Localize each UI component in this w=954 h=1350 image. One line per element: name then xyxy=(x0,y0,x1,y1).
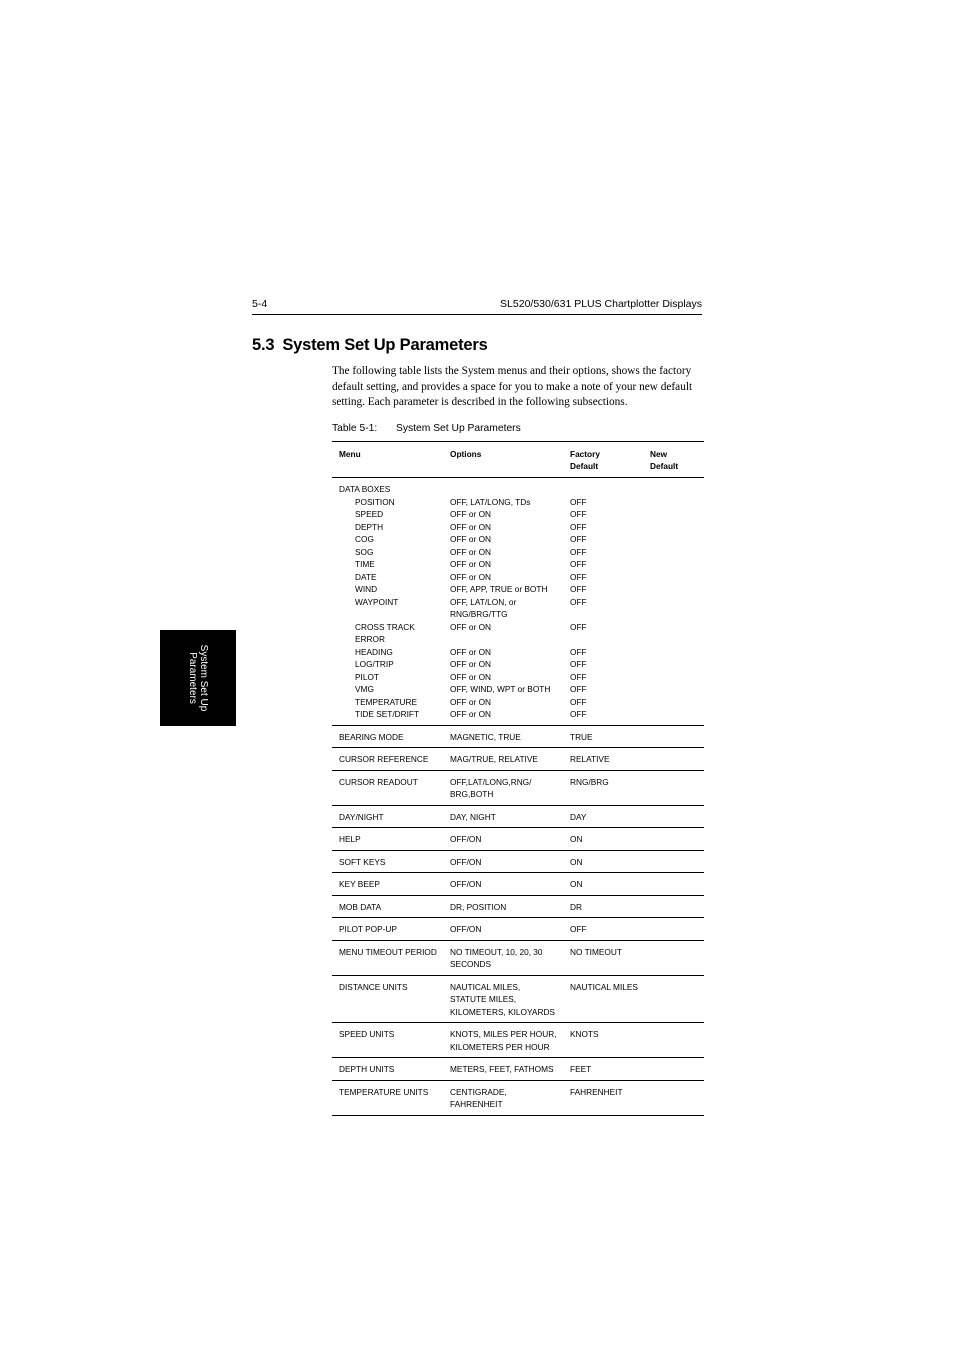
document-title: SL520/530/631 PLUS Chartplotter Displays xyxy=(500,298,702,310)
table-row xyxy=(332,918,704,941)
menu-cell: PILOT xyxy=(355,671,379,682)
table-row xyxy=(332,683,704,696)
table-row xyxy=(332,940,704,975)
section-title: System Set Up Parameters xyxy=(282,336,488,354)
table-row xyxy=(332,1058,704,1081)
factory-default-cell: OFF xyxy=(570,534,587,544)
factory-default-cell: FAHRENHEIT xyxy=(563,1080,643,1115)
table-row xyxy=(332,521,704,534)
menu-cell: KEY BEEP xyxy=(332,873,443,896)
factory-default-cell: OFF xyxy=(570,696,587,707)
factory-default-cell: OFF xyxy=(570,671,587,682)
options-cell: MAG/TRUE, RELATIVE xyxy=(443,748,563,771)
options-cell: OFF, LAT/LONG, TDs xyxy=(450,496,531,507)
table-row xyxy=(332,895,704,918)
table-row xyxy=(332,850,704,873)
menu-cell: HEADING xyxy=(355,646,393,657)
section-number: 5.3 xyxy=(252,336,275,354)
factory-default-cell: OFF xyxy=(563,708,643,725)
menu-cell: LOG/TRIP xyxy=(355,659,394,669)
table-row xyxy=(332,621,704,646)
new-default-cell[interactable] xyxy=(643,671,704,684)
factory-default-cell: ON xyxy=(563,873,643,896)
side-tab-line2: Parameters xyxy=(187,652,198,704)
menu-cell: TIME xyxy=(355,559,375,569)
table-row xyxy=(332,1080,704,1115)
header-factory-default: Factory Default xyxy=(563,442,643,478)
options-cell: KNOTS, MILES PER HOUR, KILOMETERS PER HOUR xyxy=(443,1023,563,1058)
menu-cell: SOFT KEYS xyxy=(332,850,443,873)
new-default-cell[interactable] xyxy=(643,940,704,975)
options-cell: OFF/ON xyxy=(443,850,563,873)
table-row xyxy=(332,496,704,509)
options-cell: NAUTICAL MILES, STATUTE MILES, KILOMETERS, KILOYARDS xyxy=(443,975,563,1023)
options-cell: NO TIMEOUT, 10, 20, 30 SECONDS xyxy=(443,940,563,975)
new-default-cell[interactable] xyxy=(643,683,704,696)
factory-default-cell: RNG/BRG xyxy=(563,770,643,805)
side-tab-line1: System Set Up xyxy=(198,644,209,712)
system-setup-table xyxy=(332,441,704,1116)
factory-default-cell: OFF xyxy=(570,584,587,594)
factory-default-cell: OFF xyxy=(570,571,587,582)
options-cell: CENTIGRADE, FAHRENHEIT xyxy=(443,1080,563,1115)
options-cell: DR, POSITION xyxy=(443,895,563,918)
options-cell: OFF,LAT/LONG,RNG/ BRG,BOTH xyxy=(443,770,563,805)
options-cell: OFF or ON xyxy=(450,534,492,544)
factory-default-cell: FEET xyxy=(563,1058,643,1081)
menu-cell: TEMPERATURE xyxy=(355,696,418,707)
table-body xyxy=(332,478,704,1116)
menu-cell: CURSOR REFERENCE xyxy=(332,748,443,771)
new-default-cell[interactable] xyxy=(643,895,704,918)
menu-cell: HELP xyxy=(332,828,443,851)
table-row xyxy=(332,508,704,521)
page-number: 5-4 xyxy=(252,298,268,310)
new-default-cell[interactable] xyxy=(643,805,704,828)
new-default-cell[interactable] xyxy=(643,873,704,896)
table-row xyxy=(332,805,704,828)
factory-default-cell: OFF xyxy=(570,521,587,532)
factory-default-cell: OFF xyxy=(570,559,587,569)
menu-cell: MENU TIMEOUT PERIOD xyxy=(332,940,443,975)
new-default-cell[interactable] xyxy=(643,583,704,596)
new-default-cell[interactable] xyxy=(643,1058,704,1081)
factory-default-cell: OFF xyxy=(570,546,587,557)
table-row xyxy=(332,596,704,621)
table-row xyxy=(332,828,704,851)
table-row xyxy=(332,533,704,546)
menu-cell: TIDE SET/DRIFT xyxy=(332,708,443,725)
side-thumb-tab xyxy=(160,630,236,726)
new-default-cell[interactable] xyxy=(643,658,704,671)
table-caption xyxy=(332,423,521,434)
table-row xyxy=(332,708,704,725)
new-default-cell[interactable] xyxy=(643,496,704,509)
new-default-cell[interactable] xyxy=(643,508,704,521)
menu-cell: PILOT POP-UP xyxy=(332,918,443,941)
factory-default-cell: OFF xyxy=(563,918,643,941)
new-default-cell[interactable] xyxy=(643,533,704,546)
table-row xyxy=(332,658,704,671)
factory-default-cell: DR xyxy=(563,895,643,918)
factory-default-cell: NAUTICAL MILES xyxy=(563,975,643,1023)
options-cell: OFF or ON xyxy=(450,646,492,657)
options-cell: OFF or ON xyxy=(450,659,492,669)
new-default-cell[interactable] xyxy=(643,918,704,941)
factory-default-cell: ON xyxy=(563,850,643,873)
options-cell: MAGNETIC, TRUE xyxy=(443,725,563,748)
new-default-cell[interactable] xyxy=(643,521,704,534)
header-new-default: New Default xyxy=(643,442,704,478)
menu-cell: MOB DATA xyxy=(332,895,443,918)
new-default-cell[interactable] xyxy=(643,975,704,1023)
menu-cell: CURSOR READOUT xyxy=(332,770,443,805)
menu-cell: SPEED xyxy=(355,509,384,519)
menu-cell: DAY/NIGHT xyxy=(332,805,443,828)
section-heading xyxy=(252,336,488,355)
factory-default-cell: OFF xyxy=(570,621,587,632)
menu-cell: DISTANCE UNITS xyxy=(332,975,443,1023)
menu-cell: BEARING MODE xyxy=(332,725,443,748)
header-menu: Menu xyxy=(332,442,443,478)
new-default-cell[interactable] xyxy=(643,725,704,748)
page-header xyxy=(252,296,702,315)
factory-default-cell: RELATIVE xyxy=(563,748,643,771)
menu-cell: VMG xyxy=(355,684,374,694)
table-row xyxy=(332,696,704,709)
new-default-cell[interactable] xyxy=(643,828,704,851)
factory-default-cell: ON xyxy=(563,828,643,851)
header-options: Options xyxy=(443,442,563,478)
menu-cell: POSITION xyxy=(355,496,395,507)
side-tab-label xyxy=(187,645,209,712)
options-cell: OFF or ON xyxy=(450,621,492,632)
factory-default-cell: TRUE xyxy=(563,725,643,748)
factory-default-cell: NO TIMEOUT xyxy=(563,940,643,975)
table-caption-number: Table 5-1: xyxy=(332,423,378,434)
options-cell: OFF or ON xyxy=(443,708,563,725)
table-row xyxy=(332,975,704,1023)
options-cell: OFF, LAT/LON, or RNG/BRG/TTG xyxy=(450,596,517,619)
new-default-cell[interactable] xyxy=(643,571,704,584)
options-cell: OFF or ON xyxy=(450,546,492,557)
new-default-cell[interactable] xyxy=(643,558,704,571)
menu-cell: TEMPERATURE UNITS xyxy=(332,1080,443,1115)
table-row xyxy=(332,725,704,748)
options-cell: OFF, WIND, WPT or BOTH xyxy=(450,684,551,694)
table-row xyxy=(332,671,704,684)
options-cell: METERS, FEET, FATHOMS xyxy=(443,1058,563,1081)
menu-cell: COG xyxy=(355,534,374,544)
table-row xyxy=(332,748,704,771)
new-default-cell[interactable] xyxy=(643,546,704,559)
options-cell: OFF or ON xyxy=(450,559,492,569)
options-cell: OFF or ON xyxy=(450,521,492,532)
table-row xyxy=(332,546,704,559)
new-default-cell[interactable] xyxy=(643,621,704,646)
factory-default-cell: DAY xyxy=(563,805,643,828)
menu-cell: CROSS TRACK ERROR xyxy=(355,621,415,644)
options-cell: OFF or ON xyxy=(450,671,492,682)
factory-default-cell: OFF xyxy=(570,596,587,607)
new-default-cell[interactable] xyxy=(643,1023,704,1058)
new-default-cell[interactable] xyxy=(643,596,704,621)
new-default-cell[interactable] xyxy=(643,646,704,659)
table-row xyxy=(332,646,704,659)
menu-cell: SOG xyxy=(355,546,374,557)
table-row xyxy=(332,770,704,805)
new-default-cell[interactable] xyxy=(643,770,704,805)
factory-default-cell: KNOTS xyxy=(563,1023,643,1058)
new-default-cell[interactable] xyxy=(643,708,704,725)
options-cell: OFF or ON xyxy=(450,571,492,582)
options-cell: OFF/ON xyxy=(443,918,563,941)
factory-default-cell: OFF xyxy=(570,496,587,507)
factory-default-cell: OFF xyxy=(570,646,587,657)
menu-cell: SPEED UNITS xyxy=(332,1023,443,1058)
options-cell: OFF, APP, TRUE or BOTH xyxy=(450,584,548,594)
factory-default-cell: OFF xyxy=(570,684,587,694)
new-default-cell[interactable] xyxy=(643,1080,704,1115)
options-cell: OFF or ON xyxy=(450,696,492,707)
options-cell: OFF or ON xyxy=(450,509,492,519)
new-default-cell[interactable] xyxy=(643,850,704,873)
menu-cell: DATA BOXES xyxy=(339,484,391,494)
table-row xyxy=(332,1023,704,1058)
options-cell: OFF/ON xyxy=(443,828,563,851)
table-row xyxy=(332,873,704,896)
table-row xyxy=(332,571,704,584)
options-cell: OFF/ON xyxy=(443,873,563,896)
menu-cell: WIND xyxy=(355,584,378,594)
new-default-cell[interactable] xyxy=(643,748,704,771)
table-row xyxy=(332,583,704,596)
factory-default-cell: OFF xyxy=(570,659,587,669)
menu-cell: DATE xyxy=(355,571,377,582)
intro-paragraph: The following table lists the System menus and their options, shows the factory default setting, and provides a space for you to make a note of your new default setting. Each parameter is described in the following subsections. xyxy=(332,365,693,409)
table-row xyxy=(332,478,704,496)
table-row xyxy=(332,558,704,571)
menu-cell: WAYPOINT xyxy=(355,596,399,607)
options-cell: DAY, NIGHT xyxy=(443,805,563,828)
table-header-row xyxy=(332,442,704,478)
factory-default-cell: OFF xyxy=(570,509,587,519)
menu-cell: DEPTH UNITS xyxy=(332,1058,443,1081)
table-caption-title: System Set Up Parameters xyxy=(396,423,521,434)
menu-cell: DEPTH xyxy=(355,521,384,532)
new-default-cell[interactable] xyxy=(643,696,704,709)
